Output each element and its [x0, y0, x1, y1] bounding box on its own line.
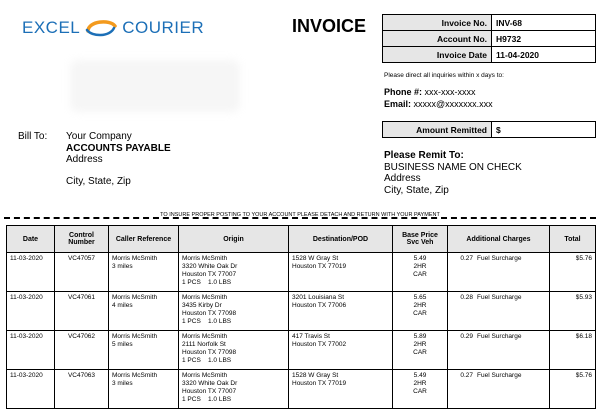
swoosh-icon [84, 17, 118, 39]
logo-word-courier: COURIER [122, 18, 205, 37]
document-title: INVOICE [292, 16, 367, 36]
dest-line: Houston TX 77002 [292, 341, 347, 348]
cell-charges [448, 370, 550, 409]
caller-name: Morris McSmith [112, 333, 158, 340]
detach-line [4, 217, 596, 219]
column-header: Date [7, 226, 55, 253]
cell-date: 11-03-2020 [7, 292, 55, 331]
remit-address: Address [384, 173, 421, 184]
cell-destination [289, 292, 393, 331]
meta-value: 11-04-2020 [492, 47, 596, 63]
origin-line: 1 PCS 1.0 LBS [182, 318, 232, 325]
cell-date: 11-03-2020 [7, 370, 55, 409]
remit-to-block [384, 150, 522, 196]
bill-to-city: City, State, Zip [66, 175, 131, 187]
charge-name: Fuel Surcharge [477, 372, 522, 379]
company-logo [22, 10, 204, 46]
origin-line: Houston TX 77007 [182, 271, 237, 278]
caller-miles: 3 miles [112, 380, 133, 387]
cell-base-price [393, 331, 448, 370]
origin-line: 1 PCS 1.0 LBS [182, 396, 232, 403]
origin-line: 1 PCS 1.0 LBS [182, 279, 232, 286]
table-row [7, 331, 596, 370]
origin-line: 3435 Kirby Dr [182, 302, 222, 309]
cell-caller [109, 370, 179, 409]
contact-phone [384, 87, 476, 97]
cell-total: $5.76 [550, 370, 596, 409]
column-header: Base Price Svc Veh [393, 226, 448, 253]
svc-value: 2HR [413, 341, 427, 348]
cell-charges [448, 253, 550, 292]
table-row [7, 370, 596, 409]
origin-line: Houston TX 77098 [182, 349, 237, 356]
column-header: Control Number [55, 226, 109, 253]
cell-total: $6.18 [550, 331, 596, 370]
origin-line: Morris McSmith [182, 294, 228, 301]
cell-base-price [393, 292, 448, 331]
detach-instruction: TO INSURE PROPER POSTING TO YOUR ACCOUNT PLEASE DETACH AND RETURN WITH YOUR PAYMENT [160, 212, 440, 218]
caller-miles: 5 miles [112, 341, 133, 348]
meta-row-invoice-no [383, 15, 596, 31]
charge-amount: 0.28 [460, 294, 473, 301]
cell-destination [289, 253, 393, 292]
email-label: Email: [384, 99, 412, 109]
price-value: 5.49 [413, 255, 427, 262]
caller-name: Morris McSmith [112, 294, 158, 301]
logo-word-excel: EXCEL [22, 18, 81, 37]
cell-control: VC47061 [55, 292, 109, 331]
charge-amount: 0.27 [460, 255, 473, 262]
price-value: 5.49 [413, 372, 427, 379]
cell-date: 11-03-2020 [7, 253, 55, 292]
cell-total: $5.76 [550, 253, 596, 292]
cell-base-price [393, 370, 448, 409]
bill-to-dept: ACCOUNTS PAYABLE [66, 142, 171, 154]
veh-value: CAR [413, 388, 427, 395]
origin-line: Morris McSmith [182, 255, 228, 262]
veh-value: CAR [413, 349, 427, 356]
price-value: 5.89 [413, 333, 427, 340]
column-header: Origin [179, 226, 289, 253]
cell-caller [109, 253, 179, 292]
dest-line: Houston TX 77019 [292, 263, 347, 270]
meta-label: Account No. [383, 31, 492, 47]
charge-amount: 0.27 [460, 372, 473, 379]
svc-value: 2HR [413, 263, 427, 270]
origin-line: Morris McSmith [182, 333, 228, 340]
cell-total: $5.93 [550, 292, 596, 331]
meta-label: Invoice No. [383, 15, 492, 31]
veh-value: CAR [413, 310, 427, 317]
dest-line: Houston TX 77019 [292, 380, 347, 387]
amount-remitted-field[interactable]: $ [492, 122, 596, 138]
bill-to-company: Your Company [66, 131, 132, 142]
dest-line: 1528 W Gray St [292, 255, 339, 262]
cell-origin [179, 370, 289, 409]
bill-to-label: Bill To: [18, 131, 48, 142]
remit-city: City, State, Zip [384, 184, 449, 196]
column-header: Destination/POD [289, 226, 393, 253]
dest-line: Houston TX 77006 [292, 302, 347, 309]
charge-name: Fuel Surcharge [477, 333, 522, 340]
origin-line: 2111 Norfolk St [182, 341, 226, 348]
caller-miles: 4 miles [112, 302, 133, 309]
cell-date: 11-03-2020 [7, 331, 55, 370]
bill-to-address: Address [66, 154, 103, 165]
inquiry-note: Please direct all inquiries within x days to: [384, 72, 504, 79]
cell-control: VC47057 [55, 253, 109, 292]
email-value: xxxxx@xxxxxxx.xxx [413, 99, 493, 109]
cell-control: VC47063 [55, 370, 109, 409]
remit-heading: Please Remit To: [384, 150, 464, 161]
caller-name: Morris McSmith [112, 372, 158, 379]
meta-label: Invoice Date [383, 47, 492, 63]
svc-value: 2HR [413, 380, 427, 387]
cell-origin [179, 292, 289, 331]
origin-line: Houston TX 77098 [182, 310, 237, 317]
dest-line: 1528 W Gray St [292, 372, 339, 379]
amount-remitted-table [382, 121, 596, 138]
cell-destination [289, 331, 393, 370]
caller-miles: 3 miles [112, 263, 133, 270]
column-header: Caller Reference [109, 226, 179, 253]
bill-to-block [66, 131, 171, 187]
cell-base-price [393, 253, 448, 292]
caller-name: Morris McSmith [112, 255, 158, 262]
cell-control: VC47062 [55, 331, 109, 370]
meta-row-account-no [383, 31, 596, 47]
shipments-table [6, 225, 596, 409]
contact-email [384, 99, 493, 109]
origin-line: Morris McSmith [182, 372, 228, 379]
phone-value: xxx-xxx-xxxx [424, 87, 476, 97]
origin-line: 3320 White Oak Dr [182, 263, 238, 270]
cell-charges [448, 292, 550, 331]
column-header: Total [550, 226, 596, 253]
invoice-meta-table [382, 14, 596, 63]
origin-line: 1 PCS 1.0 LBS [182, 357, 232, 364]
origin-line: Houston TX 77007 [182, 388, 237, 395]
charge-amount: 0.29 [460, 333, 473, 340]
cell-destination [289, 370, 393, 409]
remit-name: BUSINESS NAME ON CHECK [384, 161, 522, 173]
cell-caller [109, 331, 179, 370]
cell-caller [109, 292, 179, 331]
amount-remitted-label: Amount Remitted [383, 122, 492, 138]
table-row [7, 253, 596, 292]
table-header-row [7, 226, 596, 253]
svc-value: 2HR [413, 302, 427, 309]
meta-value: INV-68 [492, 15, 596, 31]
dest-line: 417 Travis St [292, 333, 330, 340]
cell-charges [448, 331, 550, 370]
veh-value: CAR [413, 271, 427, 278]
cell-origin [179, 253, 289, 292]
origin-line: 3320 White Oak Dr [182, 380, 238, 387]
blurred-address-area [70, 60, 240, 112]
phone-label: Phone #: [384, 87, 423, 97]
charge-name: Fuel Surcharge [477, 255, 522, 262]
charge-name: Fuel Surcharge [477, 294, 522, 301]
table-row [7, 292, 596, 331]
meta-value: H9732 [492, 31, 596, 47]
dest-line: 3201 Louisiana St [292, 294, 345, 301]
cell-origin [179, 331, 289, 370]
meta-row-invoice-date [383, 47, 596, 63]
column-header: Additional Charges [448, 226, 550, 253]
price-value: 5.65 [413, 294, 427, 301]
